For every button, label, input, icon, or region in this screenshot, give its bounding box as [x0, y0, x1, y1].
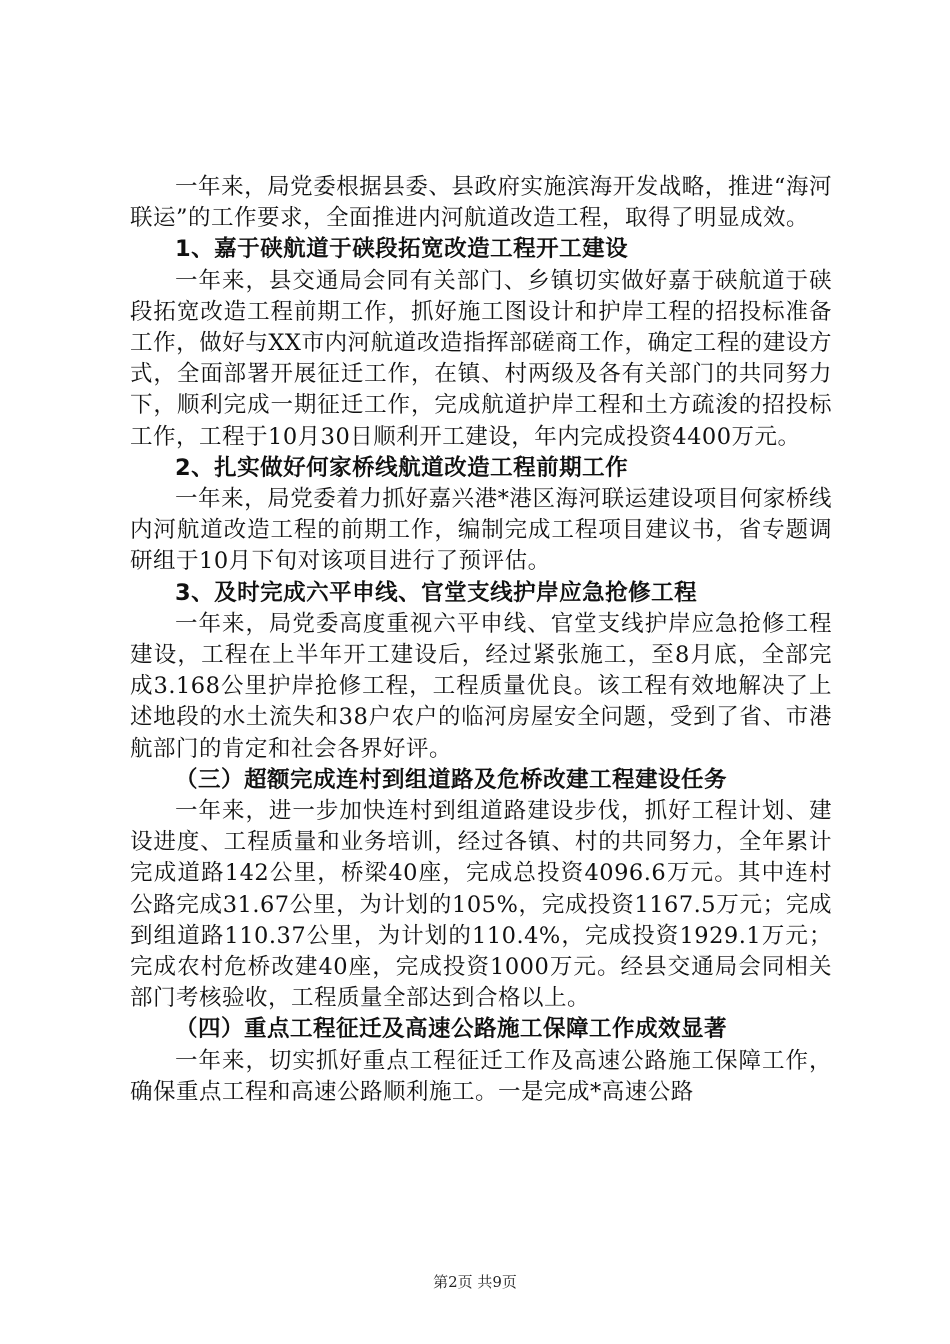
section-heading-1: 1、嘉于硖航道于硖段拓宽改造工程开工建设	[175, 236, 629, 263]
page-footer: 第2页 共9页	[433, 1273, 517, 1291]
paragraph-part-4: 一年来，切实抓好重点工程征迁工作及高速公路施工保障工作，确保重点工程和高速公路顺利施工。一是完成*高速公路	[130, 1047, 832, 1105]
paragraph-section-1: 一年来，县交通局会同有关部门、乡镇切实做好嘉于硖航道于硖段拓宽改造工程前期工作，抓好施工图设计和护岸工程的招投标准备工作，做好与XX市内河航道改造指挥部磋商工作，确定工程的建设方式，全面部署开展征迁工作，在镇、村两级及各有关部门的共同努力下，顺利完成一期征迁工作，完成航道护岸工程和土方疏浚的招投标工作，工程于10月30日顺利开工建设，年内完成投资4400万元。	[130, 267, 832, 450]
section-heading-3: 3、及时完成六平申线、官堂支线护岸应急抢修工程	[175, 579, 698, 606]
section-heading-2: 2、扎实做好何家桥线航道改造工程前期工作	[175, 454, 629, 481]
section-heading-part-3: （三）超额完成连村到组道路及危桥改建工程建设任务	[175, 766, 728, 793]
intro-paragraph: 一年来，局党委根据县委、县政府实施滨海开发战略，推进“海河联运”的工作要求，全面推进内河航道改造工程，取得了明显成效。	[130, 174, 832, 232]
paragraph-section-3: 一年来，局党委高度重视六平申线、官堂支线护岸应急抢修工程建设，工程在上半年开工建设后，经过紧张施工，至8月底，全部完成3.168公里护岸抢修工程，工程质量优良。该工程有效地解决了上述地段的水土流失和38户农户的临河房屋安全问题，受到了省、市港航部门的肯定和社会各界好评。	[130, 610, 832, 762]
document-body	[130, 172, 832, 1108]
section-heading-part-4: （四）重点工程征迁及高速公路施工保障工作成效显著	[175, 1016, 728, 1043]
paragraph-section-2: 一年来，局党委着力抓好嘉兴港*港区海河联运建设项目何家桥线内河航道改造工程的前期工作，编制完成工程项目建议书，省专题调研组于10月下旬对该项目进行了预评估。	[130, 486, 832, 575]
paragraph-part-3: 一年来，进一步加快连村到组道路建设步伐，抓好工程计划、建设进度、工程质量和业务培训，经过各镇、村的共同努力，全年累计完成道路142公里，桥梁40座，完成总投资4096.6万元。其中连村公路完成31.67公里，为计划的105%，完成投资1167.5万元；完成到组道路110.37公里，为计划的110.4%，完成投资1929.1万元；完成农村危桥改建40座，完成投资1000万元。经县交通局会同相关部门考核验收，工程质量全部达到合格以上。	[130, 798, 832, 1012]
